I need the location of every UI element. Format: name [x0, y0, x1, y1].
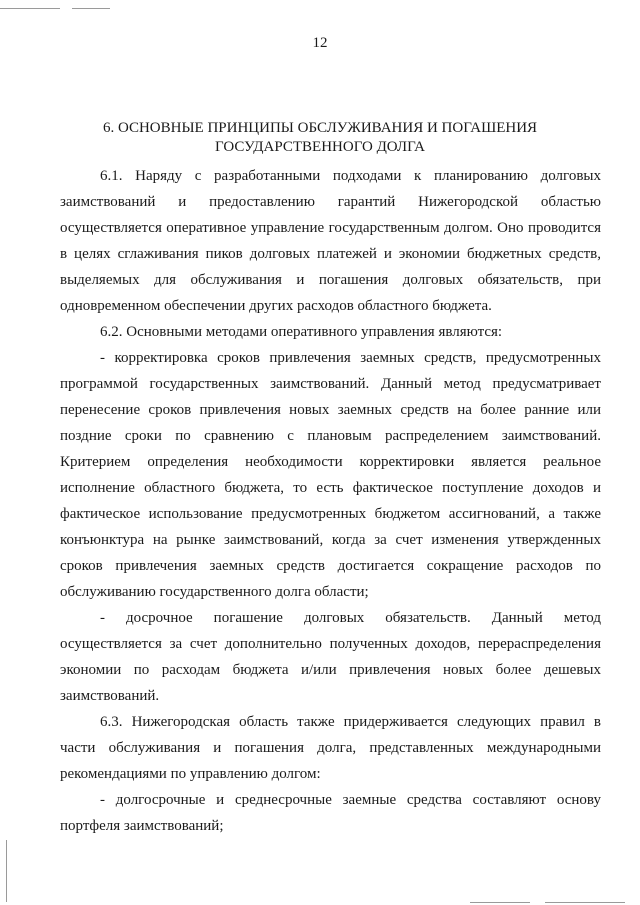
scan-artifact-top-left [0, 8, 60, 9]
list-item-early-repayment: - досрочное погашение долговых обязательств. Данный метод осуществляется за счет дополнительно полученных доходов, перераспределения экономии по расходам бюджета и/или привлечения новых более дешевых заимствований. [60, 610, 601, 704]
section-heading-line-1: 6. ОСНОВНЫЕ ПРИНЦИПЫ ОБСЛУЖИВАНИЯ И ПОГАШЕНИЯ [102, 120, 538, 136]
scan-artifact-bottom-right-2 [545, 902, 625, 903]
scan-artifact-left-edge [6, 840, 7, 902]
paragraph-6-1: 6.1. Наряду с разработанными подходами к планированию долговых заимствований и предоставлению гарантий Нижегородской областью осуществляется оперативное управление государственным долгом. Оно проводится в целях сглаживания пиков долговых платежей и экономии бюджетных средств, выделяемых для обслуживания и погашения долговых обязательств, при одновременном обеспечении других расходов областного бюджета. [60, 168, 601, 314]
scan-artifact-top-left-2 [72, 8, 110, 9]
scan-artifact-bottom-right [470, 902, 530, 903]
paragraph-6-2: 6.2. Основными методами оперативного управления являются: [100, 324, 503, 340]
paragraph-6-3: 6.3. Нижегородская область также придерживается следующих правил в части обслуживания и погашения долга, представленных международными рекомендациями по управлению долгом: [60, 714, 601, 782]
body-text [60, 163, 601, 839]
list-item-long-term-funds: - долгосрочные и среднесрочные заемные средства составляют основу портфеля заимствований; [60, 792, 601, 834]
list-item-term-adjustment: - корректировка сроков привлечения заемных средств, предусмотренных программой государственных заимствований. Данный метод предусматривает перенесение сроков привлечения новых заемных средств на более ранние или поздние сроки по сравнению с плановым распределением заимствований. Критерием определения необходимости корректировки является реальное исполнение областного бюджета, то есть фактическое поступление доходов и фактическое использование предусмотренных бюджетом ассигнований, а также конъюнктура на рынке заимствований, когда за счет изменения утвержденных сроков привлечения заемных средств достигается сокращение расходов по обслуживанию государственного долга области; [60, 350, 601, 600]
section-heading-line-2: ГОСУДАРСТВЕННОГО ДОЛГА [215, 139, 425, 155]
section-heading [80, 119, 560, 157]
page-number: 12 [312, 35, 328, 51]
